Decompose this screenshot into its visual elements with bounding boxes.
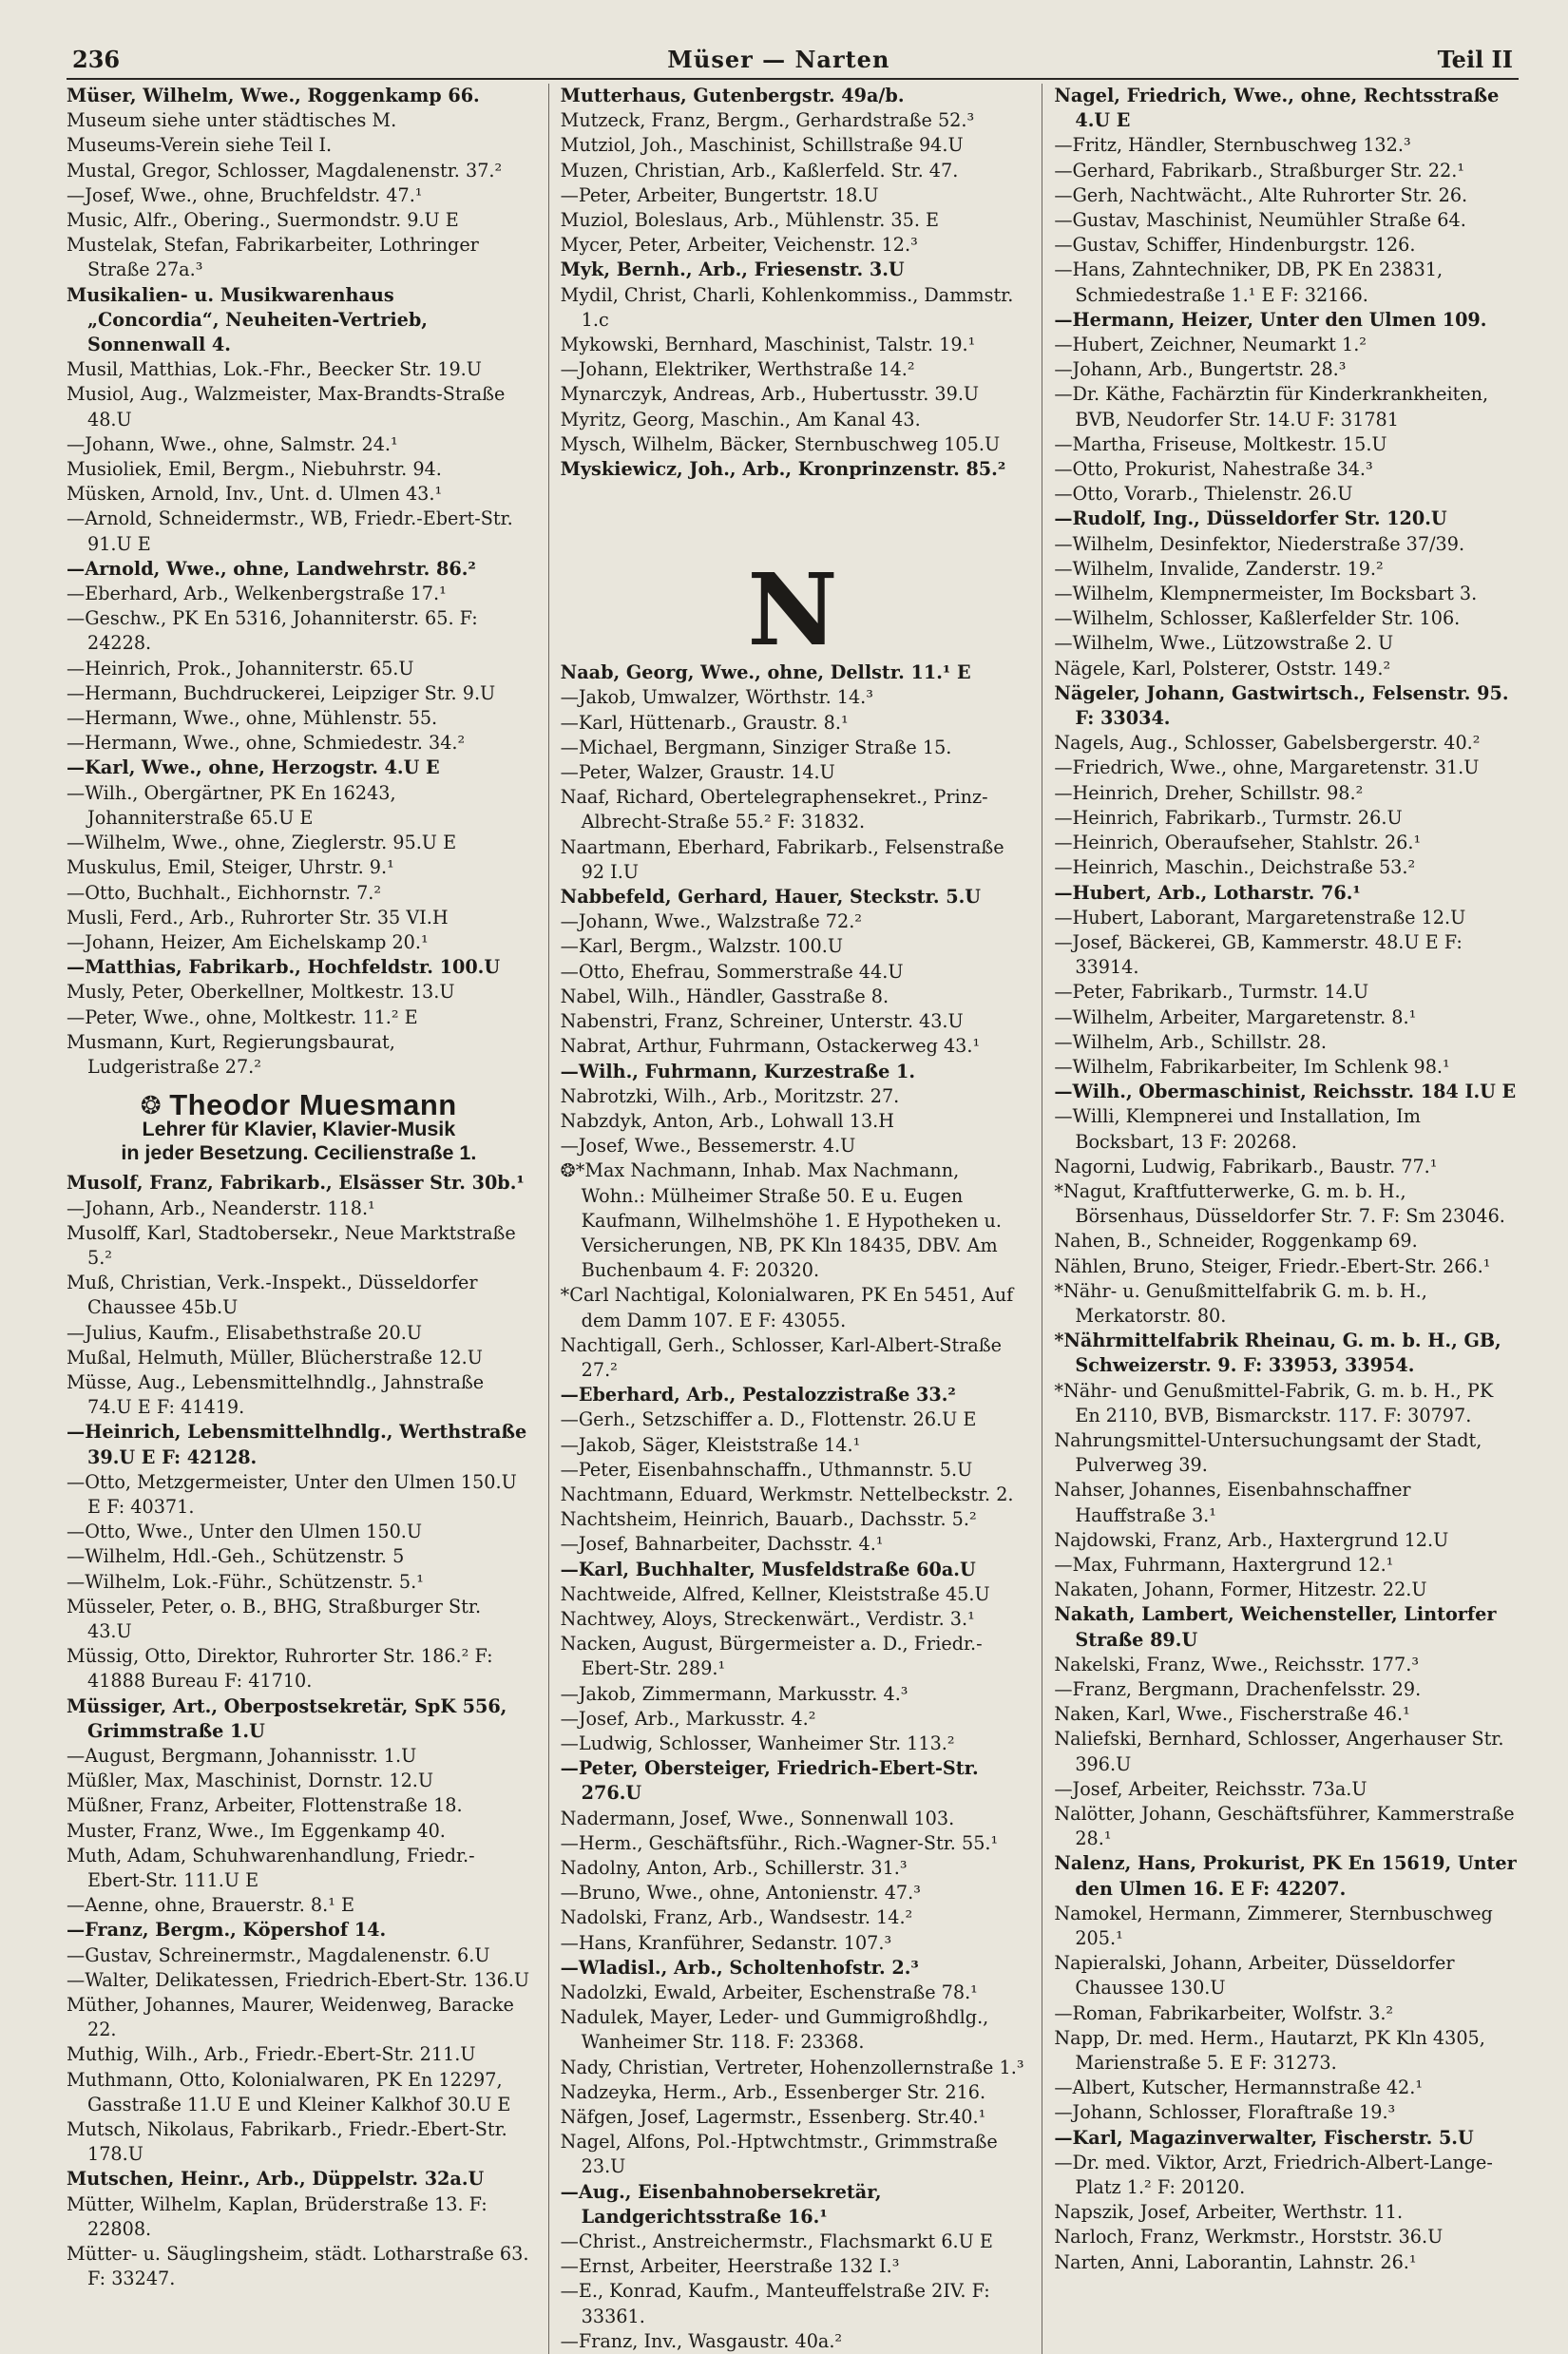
directory-entry: —Rudolf, Ing., Düsseldorfer Str. 120.U [1054, 507, 1447, 530]
directory-entry: *Nagut, Kraftfutterwerke, G. m. b. H., Börsenhaus, Düsseldorfer Str. 7. F: Sm 23046. [1054, 1179, 1505, 1228]
directory-entry: —Franz, Bergm., Köpershof 14. [67, 1919, 387, 1942]
directory-entry: —Peter, Arbeiter, Bungertstr. 18.U [560, 183, 879, 206]
directory-entry: —Wilh., Obermaschinist, Reichsstr. 184 I.U E [1054, 1081, 1517, 1103]
directory-entry: —Heinrich, Prok., Johanniterstr. 65.U [67, 657, 414, 679]
directory-entry: —Wilhelm, Schlosser, Kaßlerfelder Str. 106. [1054, 607, 1461, 630]
directory-entry: —Otto, Prokurist, Nahestraße 34.³ [1054, 458, 1373, 481]
directory-entry: —Hermann, Buchdruckerei, Leipziger Str. 9.U [67, 681, 496, 704]
directory-entry: —Geschw., PK En 5316, Johanniterstr. 65. F: 24228. [67, 607, 478, 655]
directory-entry: Namokel, Hermann, Zimmerer, Sternbuschweg 205.¹ [1054, 1902, 1493, 1950]
directory-entry: Nachtwey, Aloys, Streckenwärt., Verdistr. 3.¹ [560, 1607, 975, 1630]
directory-entry: Mutzeck, Franz, Bergm., Gerhardstraße 52.³ [560, 109, 975, 132]
directory-entry: Nabzdyk, Anton, Arb., Lohwall 13.H [560, 1109, 895, 1132]
directory-entry: Müssig, Otto, Direktor, Ruhrorter Str. 186.² F: 41888 Bureau F: 41710. [67, 1645, 493, 1693]
directory-entry: Naartmann, Eberhard, Fabrikarb., Felsenstraße 92 I.U [560, 835, 1004, 883]
directory-entry: Nagorni, Ludwig, Fabrikarb., Baustr. 77.¹ [1054, 1155, 1438, 1177]
directory-entry: —Karl, Wwe., ohne, Herzogstr. 4.U E [67, 756, 440, 779]
directory-entry: Najdowski, Franz, Arb., Haxtergrund 12.U [1054, 1528, 1449, 1551]
directory-entry: —Wilh., Fuhrmann, Kurzestraße 1. [560, 1060, 916, 1082]
directory-entry: —Johann, Arb., Neanderstr. 118.¹ [67, 1196, 375, 1219]
directory-entry: Nabenstri, Franz, Schreiner, Unterstr. 43.U [560, 1010, 964, 1033]
advertisement [67, 1088, 531, 1165]
directory-entry: —Eberhard, Arb., Welkenbergstraße 17.¹ [67, 583, 447, 605]
ad-line-2: in jeder Besetzung. Cecilienstraße 1. [121, 1141, 477, 1165]
directory-entry: —Roman, Fabrikarbeiter, Wolfstr. 3.² [1054, 2001, 1394, 2024]
directory-entry: Narloch, Franz, Werkmstr., Horststr. 36.U [1054, 2226, 1444, 2249]
directory-entry: Nägele, Karl, Polsterer, Oststr. 149.² [1054, 657, 1391, 679]
directory-entry: —Josef, Wwe., Bessemerstr. 4.U [560, 1135, 856, 1158]
directory-entry: Naken, Karl, Wwe., Fischerstraße 46.¹ [1054, 1703, 1410, 1726]
directory-entry: —Gerh, Nachtwächt., Alte Ruhrorter Str. 26. [1054, 183, 1468, 206]
directory-entry: Nadermann, Josef, Wwe., Sonnenwall 103. [560, 1807, 955, 1829]
directory-entry: —Josef, Bäckerei, GB, Kammerstr. 48.U E F: 33914. [1054, 930, 1463, 979]
directory-entry: Müther, Johannes, Maurer, Weidenweg, Baracke 22. [67, 1994, 514, 2041]
directory-entry: —August, Bergmann, Johannisstr. 1.U [67, 1745, 417, 1767]
directory-entry: Naaf, Richard, Obertelegraphensekret., Prinz-Albrecht-Straße 55.² F: 31832. [560, 786, 988, 833]
directory-entry: Muthmann, Otto, Kolonialwaren, PK En 12297, Gasstraße 11.U E und Kleiner Kalkhof 30.U E [67, 2068, 511, 2115]
directory-entry: —Johann, Wwe., Walzstraße 72.² [560, 910, 862, 933]
directory-entry: *Nähr- und Genußmittel-Fabrik, G. m. b. H., PK En 2110, BVB, Bismarckstr. 117. F: 30797. [1054, 1379, 1494, 1426]
directory-entry: Muß, Christian, Verk.-Inspekt., Düsseldorfer Chaussee 45b.U [67, 1272, 478, 1319]
directory-entry: —Herm., Geschäftsführ., Rich.-Wagner-Str. 55.¹ [560, 1831, 999, 1854]
directory-entry: Mutterhaus, Gutenbergstr. 49a/b. [560, 85, 905, 106]
directory-entry: —Wilh., Obergärtner, PK En 16243, Johanniterstraße 65.U E [67, 781, 396, 829]
directory-entry: Nakelski, Franz, Wwe., Reichsstr. 177.³ [1054, 1653, 1420, 1675]
directory-entry: —Karl, Magazinverwalter, Fischerstr. 5.U [1054, 2126, 1474, 2149]
directory-entry: —Michael, Bergmann, Sinziger Straße 15. [560, 736, 952, 758]
directory-entry: —Wilhelm, Wwe., ohne, Zieglerstr. 95.U E [67, 832, 457, 854]
directory-entry: Myskiewicz, Joh., Arb., Kronprinzenstr. 85.² [560, 458, 1006, 481]
directory-entry: —Otto, Wwe., Unter den Ulmen 150.U [67, 1521, 423, 1543]
directory-entry: Mutsch, Nikolaus, Fabrikarb., Friedr.-Ebert-Str. 178.U [67, 2118, 507, 2166]
directory-entry: Musmann, Kurt, Regierungsbaurat, Ludgeristraße 27.² [67, 1030, 395, 1078]
directory-entry: —Wilhelm, Klempnermeister, Im Bocksbart 3. [1054, 583, 1478, 605]
directory-entry: —Wilhelm, Fabrikarbeiter, Im Schlenk 98.¹ [1054, 1055, 1450, 1078]
directory-entry: Mydil, Christ, Charli, Kohlenkommiss., Dammstr. 1.c [560, 283, 1014, 331]
directory-entry: Nady, Christian, Vertreter, Hohenzollernstraße 1.³ [560, 2056, 1024, 2078]
directory-entry: Musioliek, Emil, Bergm., Niebuhrstr. 94. [67, 458, 442, 481]
directory-entry: —Hubert, Arb., Lotharstr. 76.¹ [1054, 881, 1361, 904]
directory-entry: Naliefski, Bernhard, Schlosser, Angerhauser Str. 396.U [1054, 1728, 1504, 1775]
directory-entry: —Albert, Kutscher, Hermannstraße 42.¹ [1054, 2076, 1424, 2099]
ad-line-1: Lehrer für Klavier, Klavier-Musik [142, 1118, 456, 1141]
directory-entry: —Franz, Bergmann, Drachenfelsstr. 29. [1054, 1678, 1422, 1700]
directory-entry: Nagel, Alfons, Pol.-Hptwchtmstr., Grimmstraße 23.U [560, 2131, 998, 2178]
directory-entry: —Jakob, Säger, Kleiststraße 14.¹ [560, 1433, 861, 1456]
part-label: Teil II [1437, 46, 1513, 73]
directory-entry: Mutschen, Heinr., Arb., Düppelstr. 32a.U [67, 2168, 485, 2191]
directory-entry: Nägeler, Johann, Gastwirtsch., Felsenstr. 95. F: 33034. [1054, 681, 1509, 730]
directory-entry: Nahen, B., Schneider, Roggenkamp 69. [1054, 1230, 1418, 1253]
directory-entry: Nachtmann, Eduard, Werkmstr. Nettelbeckstr. 2. [560, 1483, 1014, 1505]
directory-entry: Mustelak, Stefan, Fabrikarbeiter, Lothringer Straße 27a.³ [67, 234, 479, 281]
directory-entry: —Dr. med. Viktor, Arzt, Friedrich-Albert-Lange-Platz 1.² F: 20120. [1054, 2151, 1493, 2199]
directory-entry: —Max, Fuhrmann, Haxtergrund 12.¹ [1054, 1553, 1394, 1576]
directory-entry: —Gustav, Schiffer, Hindenburgstr. 126. [1054, 234, 1416, 257]
directory-entry: Muzen, Christian, Arb., Kaßlerfeld. Str. 47. [560, 159, 959, 182]
directory-entry: —Peter, Wwe., ohne, Moltkestr. 11.² E [67, 1005, 418, 1028]
directory-entry: —Christ., Anstreichermstr., Flachsmarkt 6.U E [560, 2230, 993, 2253]
directory-entry: Mütter- u. Säuglingsheim, städt. Lotharstraße 63. F: 33247. [67, 2243, 529, 2290]
directory-entry: Nadolny, Anton, Arb., Schillerstr. 31.³ [560, 1857, 908, 1879]
directory-entry: —Matthias, Fabrikarb., Hochfeldstr. 100.U [67, 956, 501, 979]
directory-entry: Nagels, Aug., Schlosser, Gabelsbergerstr. 40.² [1054, 732, 1481, 755]
directory-entry: Mutziol, Joh., Maschinist, Schillstraße 94.U [560, 134, 964, 157]
directory-entry: —Karl, Bergm., Walzstr. 100.U [560, 935, 843, 958]
directory-entry: —Martha, Friseuse, Moltkestr. 15.U [1054, 432, 1387, 455]
directory-entry: Nadulek, Mayer, Leder- und Gummigroßhdlg., Wanheimer Str. 118. F: 23368. [560, 2006, 989, 2054]
directory-entry: —Gerh., Setzschiffer a. D., Flottenstr. 26.U E [560, 1408, 977, 1431]
directory-entry: —Heinrich, Dreher, Schillstr. 98.² [1054, 781, 1364, 804]
directory-entry: —Bruno, Wwe., ohne, Antonienstr. 47.³ [560, 1882, 921, 1904]
directory-entry: Music, Alfr., Obering., Suermondstr. 9.U E [67, 209, 459, 232]
directory-entry: Nahser, Johannes, Eisenbahnschaffner Hauffstraße 3.¹ [1054, 1479, 1411, 1526]
page-header [67, 46, 1519, 80]
directory-entry: Muthig, Wilh., Arb., Friedr.-Ebert-Str. 211.U [67, 2043, 476, 2066]
directory-entry: Nalenz, Hans, Prokurist, PK En 15619, Unter den Ulmen 16. E F: 42207. [1054, 1852, 1517, 1900]
directory-entry: Nachtigall, Gerh., Schlosser, Karl-Albert-Straße 27.² [560, 1333, 1003, 1381]
directory-entry: —Fritz, Händler, Sternbuschweg 132.³ [1054, 134, 1411, 157]
directory-entry: —Johann, Elektriker, Werthstraße 14.² [560, 358, 915, 381]
directory-entry: —Julius, Kaufm., Elisabethstraße 20.U [67, 1321, 423, 1344]
directory-entry: Musikalien- u. Musikwarenhaus „Concordia“, Neuheiten-Vertrieb, Sonnenwall 4. [67, 283, 428, 356]
directory-entry: —Otto, Ehefrau, Sommerstraße 44.U [560, 960, 904, 983]
section-letter: N [747, 551, 838, 669]
directory-entry: Narten, Anni, Laborantin, Lahnstr. 26.¹ [1054, 2250, 1417, 2273]
directory-entry: Muskulus, Emil, Steiger, Uhrstr. 9.¹ [67, 856, 394, 879]
directory-entry: Müssiger, Art., Oberpostsekretär, SpK 556, Grimmstraße 1.U [67, 1694, 507, 1742]
directory-entry: —Johann, Schlosser, Floraftraße 19.³ [1054, 2101, 1396, 2124]
directory-entry: —Hermann, Wwe., ohne, Mühlenstr. 55. [67, 707, 438, 730]
directory-entry: —Gustav, Schreinermstr., Magdalenenstr. 6.U [67, 1943, 490, 1966]
directory-entry: —Jakob, Zimmermann, Markusstr. 4.³ [560, 1682, 908, 1705]
directory-entry: —Otto, Metzgermeister, Unter den Ulmen 150.U E F: 40371. [67, 1470, 517, 1518]
directory-entry: Naab, Georg, Wwe., ohne, Dellstr. 11.¹ E [560, 661, 971, 684]
directory-entry: —Eberhard, Arb., Pestalozzistraße 33.² [560, 1384, 956, 1407]
directory-entry: —Karl, Hüttenarb., Graustr. 8.¹ [560, 711, 849, 734]
directory-entry: Nadolski, Franz, Arb., Wandsestr. 14.² [560, 1906, 913, 1929]
directory-entry: Müßner, Franz, Arbeiter, Flottenstraße 18. [67, 1794, 463, 1817]
directory-entry: —Josef, Wwe., ohne, Bruchfeldstr. 47.¹ [67, 183, 423, 206]
directory-entry: Mycer, Peter, Arbeiter, Veichenstr. 12.³ [560, 234, 918, 257]
directory-entry: Musly, Peter, Oberkellner, Moltkestr. 13.U [67, 981, 455, 1004]
directory-entry: —Walter, Delikatessen, Friedrich-Ebert-Str. 136.U [67, 1968, 530, 1991]
directory-entry: Nählen, Bruno, Steiger, Friedr.-Ebert-Str. 266.¹ [1054, 1254, 1491, 1277]
directory-entry: Musil, Matthias, Lok.-Fhr., Beecker Str. 19.U [67, 358, 482, 381]
directory-entry: Müsken, Arnold, Inv., Unt. d. Ulmen 43.¹ [67, 483, 443, 506]
directory-entry: —Ernst, Arbeiter, Heerstraße 132 I.³ [560, 2255, 900, 2278]
directory-entry: —Peter, Walzer, Graustr. 14.U [560, 761, 835, 784]
directory-entry: Museums-Verein siehe Teil I. [67, 134, 333, 157]
directory-entry: Muziol, Boleslaus, Arb., Mühlenstr. 35. E [560, 209, 940, 232]
directory-entry: —Ludwig, Schlosser, Wanheimer Str. 113.² [560, 1732, 955, 1754]
directory-entry: Nadzeyka, Herm., Arb., Essenberger Str. 216. [560, 2080, 986, 2103]
directory-entry: Muster, Franz, Wwe., Im Eggenkamp 40. [67, 1819, 446, 1842]
directory-entry: Mykowski, Bernhard, Maschinist, Talstr. 19.¹ [560, 334, 976, 356]
directory-entry: —Arnold, Schneidermstr., WB, Friedr.-Ebert-Str. 91.U E [67, 507, 513, 555]
directory-entry: —Otto, Vorarb., Thielenstr. 26.U [1054, 483, 1353, 506]
directory-entry: *Nährmittelfabrik Rheinau, G. m. b. H., GB, Schweizerstr. 9. F: 33953, 33954. [1054, 1330, 1501, 1377]
directory-entry: —Otto, Buchhalt., Eichhornstr. 7.² [67, 881, 382, 904]
directory-entry: Nahrungsmittel-Untersuchungsamt der Stadt, Pulverweg 39. [1054, 1428, 1482, 1477]
directory-entry: Müßler, Max, Maschinist, Dornstr. 12.U [67, 1770, 434, 1792]
directory-entry: —Gerhard, Fabrikarb., Straßburger Str. 22.¹ [1054, 159, 1465, 182]
directory-entry: —Hermann, Wwe., ohne, Schmiedestr. 34.² [67, 732, 466, 755]
directory-entry: Musiol, Aug., Walzmeister, Max-Brandts-Straße 48.U [67, 383, 506, 431]
directory-entry: —Johann, Arb., Bungertstr. 28.³ [1054, 358, 1347, 381]
directory-entry: —Hermann, Heizer, Unter den Ulmen 109. [1054, 308, 1487, 331]
directory-entry: —Wilhelm, Lok.-Führ., Schützenstr. 5.¹ [67, 1570, 424, 1593]
directory-entry: —Wilhelm, Hdl.-Geh., Schützenstr. 5 [67, 1545, 405, 1568]
page-number: 236 [72, 46, 121, 73]
directory-entry: Muth, Adam, Schuhwarenhandlung, Friedr.-Ebert-Str. 111.U E [67, 1844, 475, 1892]
directory-entry: Nacken, August, Bürgermeister a. D., Friedr.-Ebert-Str. 289.¹ [560, 1633, 983, 1680]
directory-entry: Myritz, Georg, Maschin., Am Kanal 43. [560, 408, 921, 431]
directory-entry: Nabrat, Arthur, Fuhrmann, Ostackerweg 43.¹ [560, 1035, 981, 1058]
directory-entry: Nadolzki, Ewald, Arbeiter, Eschenstraße 78.¹ [560, 1981, 978, 2004]
directory-entry: —Heinrich, Oberaufseher, Stahlstr. 26.¹ [1054, 832, 1422, 854]
directory-entry: —Willi, Klempnerei und Installation, Im Bocksbart, 13 F: 20268. [1054, 1105, 1421, 1153]
directory-entry: —Heinrich, Fabrikarb., Turmstr. 26.U [1054, 806, 1403, 829]
directory-entry: —Hubert, Zeichner, Neumarkt 1.² [1054, 334, 1367, 356]
running-head: Müser — Narten [667, 46, 890, 73]
directory-entry: Nachtweide, Alfred, Kellner, Kleiststraße 45.U [560, 1582, 990, 1605]
directory-entry: —Wilhelm, Invalide, Zanderstr. 19.² [1054, 557, 1384, 580]
directory-entry: Nalötter, Johann, Geschäftsführer, Kammerstraße 28.¹ [1054, 1803, 1515, 1850]
directory-entry: —Josef, Arbeiter, Reichsstr. 73a.U [1054, 1777, 1367, 1800]
directory-entry: Napp, Dr. med. Herm., Hautarzt, PK Kln 4305, Marienstraße 5. E F: 31273. [1054, 2026, 1485, 2075]
directory-entry: —Josef, Arb., Markusstr. 4.² [560, 1707, 816, 1730]
directory-entry: —Wilhelm, Wwe., Lützowstraße 2. U [1054, 632, 1394, 655]
directory-entry: Müsse, Aug., Lebensmittelhndlg., Jahnstraße 74.U E F: 41419. [67, 1370, 485, 1419]
directory-entry: —Karl, Buchhalter, Musfeldstraße 60a.U [560, 1558, 976, 1580]
directory-entry: —E., Konrad, Kaufm., Manteuffelstraße 2IV. F: 33361. [560, 2280, 990, 2327]
directory-entry: —Aenne, ohne, Brauerstr. 8.¹ E [67, 1894, 355, 1917]
directory-entry: Müsseler, Peter, o. B., BHG, Straßburger Str. 43.U [67, 1595, 482, 1642]
directory-entry: Nabel, Wilh., Händler, Gasstraße 8. [560, 985, 889, 1007]
directory-entry: Mußal, Helmuth, Müller, Blücherstraße 12.U [67, 1346, 483, 1368]
directory-entry: —Hans, Kranführer, Sedanstr. 107.³ [560, 1931, 892, 1954]
ad-logo-icon: ❂ [140, 1091, 163, 1120]
directory-entry: —Arnold, Wwe., ohne, Landwehrstr. 86.² [67, 557, 476, 580]
directory-entry: —Hans, Zahntechniker, DB, PK En 23831, Schmiedestraße 1.¹ E F: 32166. [1054, 258, 1444, 306]
directory-entry: —Aug., Eisenbahnobersekretär, Landgerichtsstraße 16.¹ [560, 2180, 882, 2228]
directory-entry: ❂*Max Nachmann, Inhab. Max Nachmann, Wohn.: Mülheimer Straße 50. E u. Eugen Kaufmann, Wilhelmshöhe 1. E Hypotheken u. Versicherungen, NB, PK Kln 18435, DBV. Am Buchenbaum 4. F: 20320. [560, 1159, 1002, 1282]
directory-entry: *Carl Nachtigal, Kolonialwaren, PK En 5451, Auf dem Damm 107. E F: 43055. [560, 1284, 1014, 1331]
directory-entry: Nagel, Friedrich, Wwe., ohne, Rechtsstraße 4.U E [1054, 85, 1500, 132]
directory-entry: —Wilhelm, Arbeiter, Margaretenstr. 8.¹ [1054, 1005, 1417, 1028]
directory-entry: Mysch, Wilhelm, Bäcker, Sternbuschweg 105.U [560, 432, 1001, 455]
directory-entry: Napszik, Josef, Arbeiter, Werthstr. 11. [1054, 2201, 1404, 2224]
directory-entry: Mynarczyk, Andreas, Arb., Hubertusstr. 39.U [560, 383, 980, 406]
directory-entry: —Heinrich, Lebensmittelhndlg., Werthstraße 39.U E F: 42128. [67, 1421, 527, 1468]
directory-entry: —Peter, Obersteiger, Friedrich-Ebert-Str. 276.U [560, 1757, 979, 1805]
directory-entry: Mustal, Gregor, Schlosser, Magdalenenstr. 37.² [67, 159, 503, 182]
directory-entry: Näfgen, Josef, Lagermstr., Essenberg. Str.40.¹ [560, 2106, 986, 2129]
directory-entry: Nachtsheim, Heinrich, Bauarb., Dachsstr. 5.² [560, 1508, 977, 1531]
directory-entry: —Franz, Inv., Wasgaustr. 40a.² [560, 2329, 843, 2352]
directory-entry: Napieralski, Johann, Arbeiter, Düsseldorfer Chaussee 130.U [1054, 1952, 1455, 2000]
directory-entry: Müser, Wilhelm, Wwe., Roggenkamp 66. [67, 85, 480, 106]
directory-entry: Musli, Ferd., Arb., Ruhrorter Str. 35 VI.H [67, 906, 449, 928]
directory-entry: —Dr. Käthe, Fachärztin für Kinderkrankheiten, BVB, Neudorfer Str. 14.U F: 31781 [1054, 383, 1489, 431]
directory-entry: —Johann, Wwe., ohne, Salmstr. 24.¹ [67, 432, 398, 455]
directory-entry: —Johann, Heizer, Am Eichelskamp 20.¹ [67, 930, 429, 953]
directory-entry: —Wilhelm, Arb., Schillstr. 28. [1054, 1030, 1328, 1053]
column-1 [67, 84, 531, 2354]
directory-entry: —Josef, Bahnarbeiter, Dachsstr. 4.¹ [560, 1533, 884, 1556]
directory-entry: —Hubert, Laborant, Margaretenstraße 12.U [1054, 906, 1466, 928]
directory-entry: Musolff, Karl, Stadtobersekr., Neue Marktstraße 5.² [67, 1221, 516, 1269]
directory-entry: —Gustav, Maschinist, Neumühler Straße 64. [1054, 209, 1466, 232]
directory-entry: —Peter, Fabrikarb., Turmstr. 14.U [1054, 981, 1369, 1004]
directory-entry: Musolf, Franz, Fabrikarb., Elsässer Str. 30b.¹ [67, 1172, 525, 1195]
directory-entry: Museum siehe unter städtisches M. [67, 109, 397, 132]
column-2 [548, 84, 1025, 2354]
ad-title: Theodor Muesmann [169, 1088, 457, 1122]
directory-entry: —Peter, Eisenbahnschaffn., Uthmannstr. 5.U [560, 1458, 973, 1481]
directory-entry: Nabbefeld, Gerhard, Hauer, Steckstr. 5.U [560, 886, 982, 909]
directory-entry: —Jakob, Umwalzer, Wörthstr. 14.³ [560, 686, 873, 709]
directory-entry: —Heinrich, Maschin., Deichstraße 53.² [1054, 856, 1416, 879]
column-3 [1042, 84, 1519, 2354]
directory-entry: —Wladisl., Arb., Scholtenhofstr. 2.³ [560, 1956, 919, 1979]
directory-entry: Nakaten, Johann, Former, Hitzestr. 22.U [1054, 1579, 1427, 1601]
directory-entry: Mütter, Wilhelm, Kaplan, Brüderstraße 13. F: 22808. [67, 2192, 488, 2240]
directory-entry: Nabrotzki, Wilh., Arb., Moritzstr. 27. [560, 1084, 900, 1107]
directory-entry: —Wilhelm, Desinfektor, Niederstraße 37/39. [1054, 532, 1465, 555]
directory-entry: Nakath, Lambert, Weichensteller, Lintorfer Straße 89.U [1054, 1603, 1497, 1651]
directory-entry: *Nähr- u. Genußmittelfabrik G. m. b. H., Merkatorstr. 80. [1054, 1279, 1427, 1327]
directory-entry: —Friedrich, Wwe., ohne, Margaretenstr. 31.U [1054, 756, 1480, 779]
directory-entry: Myk, Bernh., Arb., Friesenstr. 3.U [560, 258, 905, 281]
